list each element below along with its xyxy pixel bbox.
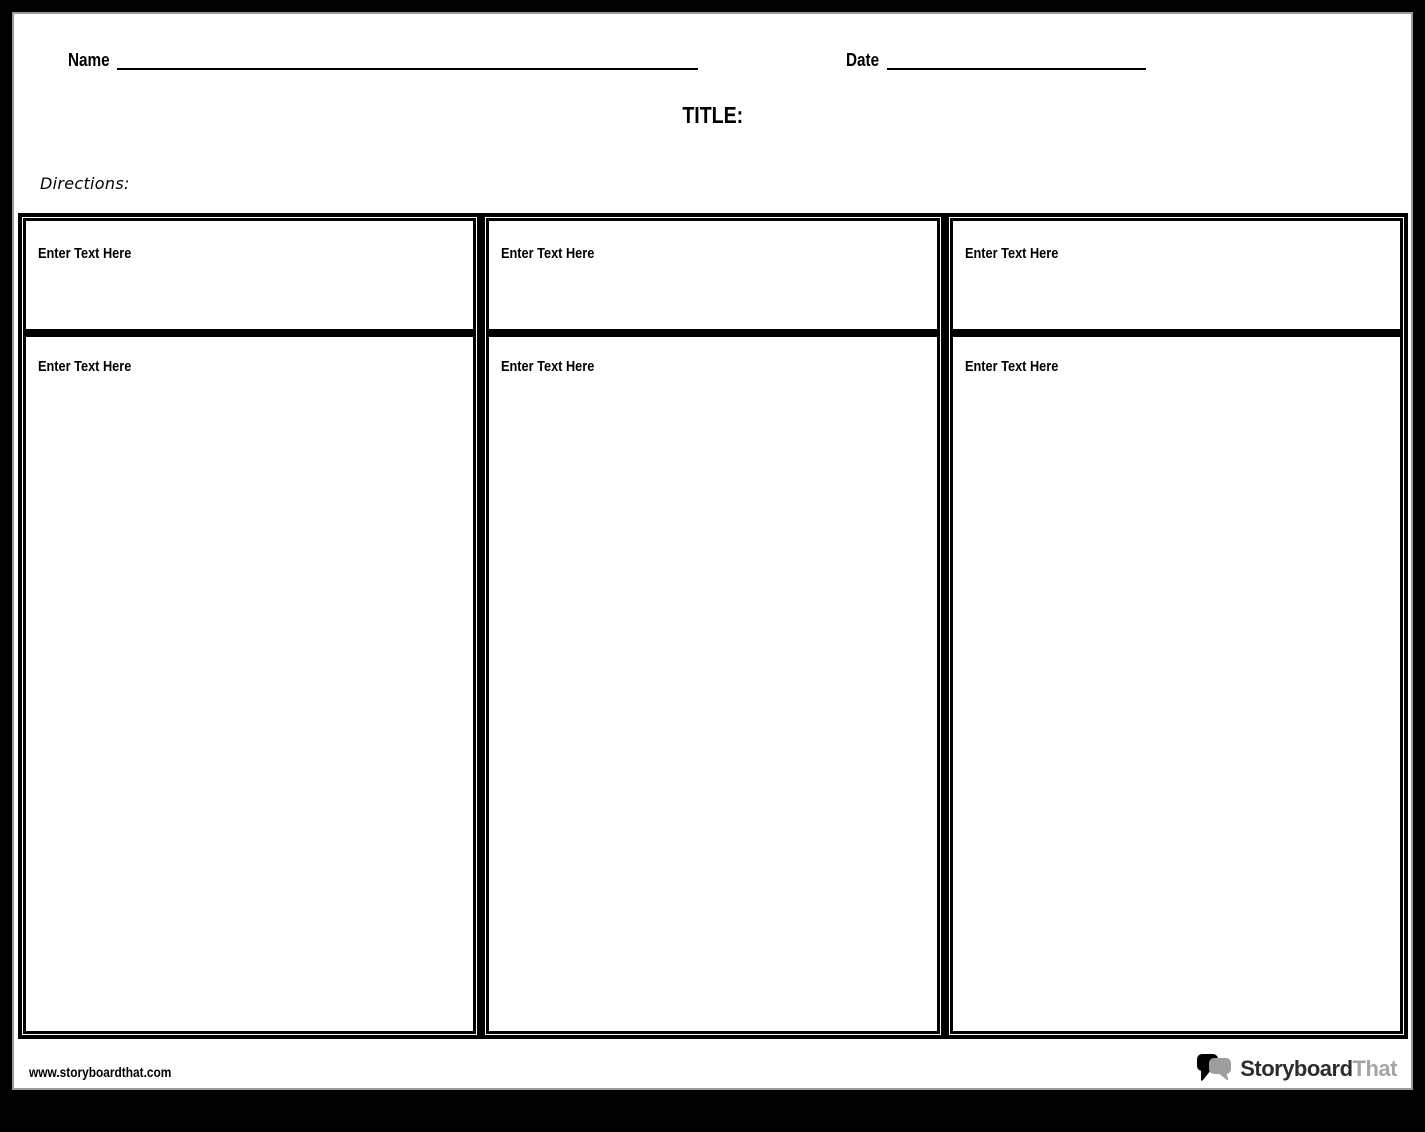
logo-text-secondary: That	[1352, 1056, 1397, 1081]
footer-website-url: www.storyboardthat.com	[29, 1064, 172, 1080]
column-2-body-text: Enter Text Here	[501, 358, 595, 375]
column-2-body-cell[interactable]	[489, 337, 936, 1031]
logo-wordmark	[1240, 1056, 1397, 1082]
table-column-1	[18, 213, 481, 1039]
directions-label[interactable]: Directions:	[40, 174, 130, 193]
column-1-header-cell[interactable]	[26, 221, 473, 337]
column-3-body-cell[interactable]	[953, 337, 1400, 1031]
column-1-body-text: Enter Text Here	[38, 358, 132, 375]
table-column-1-frame	[23, 218, 476, 1034]
worksheet-table	[18, 213, 1408, 1039]
storyboardthat-logo	[1197, 1052, 1397, 1086]
column-1-header-text: Enter Text Here	[38, 245, 132, 262]
column-1-body-cell[interactable]	[26, 337, 473, 1031]
column-3-header-cell[interactable]	[953, 221, 1400, 337]
worksheet-page	[12, 12, 1413, 1090]
logo-text-primary: Storyboard	[1240, 1056, 1353, 1081]
speech-bubbles-icon	[1197, 1054, 1233, 1084]
date-label[interactable]: Date	[846, 50, 880, 70]
column-2-header-text: Enter Text Here	[501, 245, 595, 262]
column-3-body-text: Enter Text Here	[964, 358, 1058, 375]
column-3-header-text: Enter Text Here	[964, 245, 1058, 262]
date-blank-line	[887, 68, 1146, 70]
title-heading-text: TITLE:	[682, 102, 743, 128]
column-2-header-cell[interactable]	[489, 221, 936, 337]
table-column-2-frame	[486, 218, 939, 1034]
name-label[interactable]: Name	[68, 50, 110, 70]
table-column-3	[945, 213, 1408, 1039]
title-heading[interactable]	[14, 102, 1411, 129]
table-column-2	[481, 213, 944, 1039]
table-column-3-frame	[950, 218, 1403, 1034]
name-blank-line	[117, 68, 698, 70]
